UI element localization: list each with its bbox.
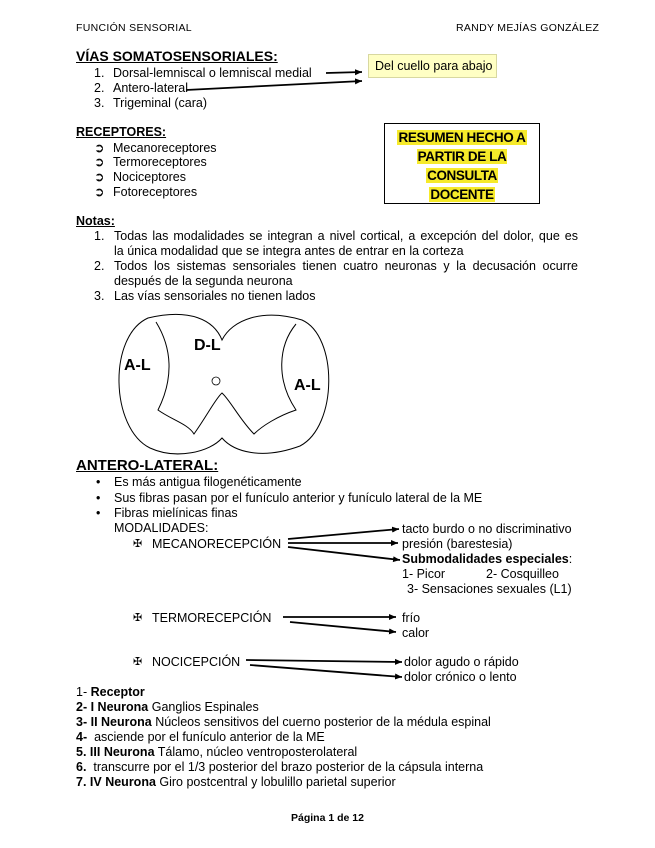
callout-box: Del cuello para abajo bbox=[368, 54, 497, 78]
neurona-item bbox=[76, 760, 483, 775]
neurona-bold: II Neurona bbox=[90, 715, 152, 729]
neurona-rest: Núcleos sensitivos del cuerno posterior de la médula espinal bbox=[151, 715, 491, 729]
diagram-label-left: A-L bbox=[124, 357, 151, 374]
resumen-line: PARTIR DE LA bbox=[417, 149, 507, 164]
neurona-rest: Tálamo, núcleo ventroposterolateral bbox=[154, 745, 358, 759]
al-bullet-text: Es más antigua filogenéticamente bbox=[114, 475, 302, 489]
vias-item-2-text: Antero-lateral bbox=[113, 81, 189, 95]
vias-item-2-num: 2. bbox=[94, 81, 105, 95]
neurona-item bbox=[76, 700, 259, 715]
nota-1-num: 1. bbox=[94, 229, 105, 243]
arrow-bullet-icon: ➲ bbox=[94, 155, 105, 169]
neurona-rest: Giro postcentral y lobulillo parietal superior bbox=[155, 775, 396, 789]
neurona-item bbox=[76, 685, 145, 700]
resumen-line: DOCENTE bbox=[430, 187, 494, 202]
arrow-icon bbox=[326, 72, 362, 73]
arrows bbox=[186, 72, 402, 677]
footer-mid: de bbox=[334, 812, 353, 824]
maltese-cross-icon: ✠ bbox=[133, 612, 143, 624]
resumen-line: RESUMEN HECHO A bbox=[398, 130, 526, 145]
noci-target-2: dolor crónico o lento bbox=[404, 670, 517, 684]
neurona-num: 4- bbox=[76, 730, 88, 744]
arrow-icon bbox=[290, 622, 396, 632]
receptor-label: Mecanoreceptores bbox=[113, 141, 217, 155]
footer-page-number: 1 bbox=[328, 812, 335, 824]
al-bullet-3: • Fibras mielínicas finas bbox=[96, 506, 238, 520]
neurona-num: 6. bbox=[76, 760, 87, 774]
neurona-num: 1- bbox=[76, 685, 88, 699]
header-right: RANDY MEJÍAS GONZÁLEZ bbox=[456, 22, 600, 34]
arrow-bullet-icon: ➲ bbox=[94, 170, 105, 184]
nota-1-line1: Todas las modalidades se integran a nivel cortical, a excepción del dolor, que es bbox=[114, 229, 578, 243]
arrow-bullet-icon: ➲ bbox=[94, 141, 105, 155]
al-bullet-text: Fibras mielínicas finas bbox=[114, 506, 238, 520]
receptor-label: Termoreceptores bbox=[113, 155, 207, 169]
mecano-target-1: tacto burdo o no discriminativo bbox=[402, 522, 572, 536]
vias-item-1-text: Dorsal-lemniscal o lemniscal medial bbox=[113, 66, 312, 80]
submodalidades-heading bbox=[402, 552, 572, 567]
sub-line-2: 3- Sensaciones sexuales (L1) bbox=[407, 582, 572, 596]
neurona-rest: asciende por el funículo anterior de la ME bbox=[94, 730, 325, 744]
notas-title: Notas: bbox=[76, 214, 115, 228]
nota-3-line1: Las vías sensoriales no tienen lados bbox=[114, 289, 316, 303]
arrow-icon bbox=[288, 529, 399, 539]
neurona-num: 5. bbox=[76, 745, 87, 759]
arrow-bullet-icon: ➲ bbox=[94, 185, 105, 199]
noci-target-1: dolor agudo o rápido bbox=[404, 655, 519, 669]
neurona-bold: Receptor bbox=[90, 685, 145, 699]
termo-target-2: calor bbox=[402, 626, 430, 640]
modalidades-label: MODALIDADES: bbox=[114, 521, 209, 535]
noci-label: NOCICEPCIÓN bbox=[152, 655, 241, 669]
vias-item-1-num: 1. bbox=[94, 66, 105, 80]
receptores-title: RECEPTORES: bbox=[76, 125, 167, 139]
al-bullet-text: Sus fibras pasan por el funículo anterior y funículo lateral de la ME bbox=[114, 491, 483, 505]
mecano-label: MECANORECEPCIÓN bbox=[152, 537, 282, 551]
vias-item-3-text: Trigeminal (cara) bbox=[113, 96, 208, 110]
nota-3-num: 3. bbox=[94, 289, 105, 303]
sub-line-1b: 2- Cosquilleo bbox=[486, 567, 559, 581]
page-footer bbox=[0, 812, 655, 824]
grey-matter-outline bbox=[156, 322, 296, 434]
arrow-icon bbox=[186, 81, 362, 90]
neurona-num: 3- bbox=[76, 715, 88, 729]
submodalidades-title: Submodalidades especiales bbox=[402, 552, 569, 566]
neurona-rest: Ganglios Espinales bbox=[148, 700, 259, 714]
header-left: FUNCIÓN SENSORIAL bbox=[76, 22, 192, 34]
neurona-bold: IV Neurona bbox=[89, 775, 156, 789]
nota-2-line2: después de la segunda neurona bbox=[114, 274, 293, 288]
arrow-icon bbox=[246, 660, 402, 662]
receptor-label: Fotoreceptores bbox=[113, 185, 198, 199]
neurona-item bbox=[76, 730, 325, 745]
maltese-cross-icon: ✠ bbox=[133, 538, 143, 550]
sub-line-1a: 1- Picor bbox=[402, 567, 446, 581]
nota-2-line1: Todos los sistemas sensoriales tienen cuatro neuronas y la decusación ocurre bbox=[114, 259, 578, 273]
arrow-icon bbox=[250, 665, 402, 677]
neurona-bold: III Neurona bbox=[89, 745, 155, 759]
arrow-icon bbox=[288, 547, 400, 560]
diagram-label-center: D-L bbox=[194, 337, 221, 354]
maltese-cross-icon: ✠ bbox=[133, 656, 143, 668]
nota-2-num: 2. bbox=[94, 259, 105, 273]
termo-target-1: frío bbox=[402, 611, 421, 625]
neurona-item bbox=[76, 715, 491, 730]
mecano-target-2: presión (barestesia) bbox=[402, 537, 513, 551]
nota-1-line2: la única modalidad que se integra antes de entrar en la corteza bbox=[114, 244, 464, 258]
anterolateral-title: ANTERO-LATERAL: bbox=[76, 457, 219, 474]
diagram-label-right: A-L bbox=[294, 377, 321, 394]
submodalidades-colon: : bbox=[568, 552, 573, 566]
termo-label: TERMORECEPCIÓN bbox=[152, 611, 272, 625]
resumen-line: CONSULTA bbox=[427, 168, 497, 183]
neurona-num: 7. bbox=[76, 775, 87, 789]
neurona-item bbox=[76, 745, 357, 760]
al-bullet-1: • Es más antigua filogenéticamente bbox=[96, 475, 302, 489]
central-canal bbox=[212, 377, 220, 385]
neurona-bold: I Neurona bbox=[90, 700, 149, 714]
footer-prefix: Página bbox=[291, 812, 329, 824]
footer-total-pages: 12 bbox=[352, 812, 364, 824]
neurona-num: 2- bbox=[76, 700, 88, 714]
vias-title: VÍAS SOMATOSENSORIALES: bbox=[76, 48, 278, 64]
al-bullet-2: • Sus fibras pasan por el funículo anterior y funículo lateral de la ME bbox=[96, 491, 483, 505]
neurona-item bbox=[76, 775, 396, 790]
receptor-label: Nociceptores bbox=[113, 170, 186, 184]
vias-item-3-num: 3. bbox=[94, 96, 105, 110]
neurona-rest: transcurre por el 1/3 posterior del brazo posterior de la cápsula interna bbox=[93, 760, 484, 774]
